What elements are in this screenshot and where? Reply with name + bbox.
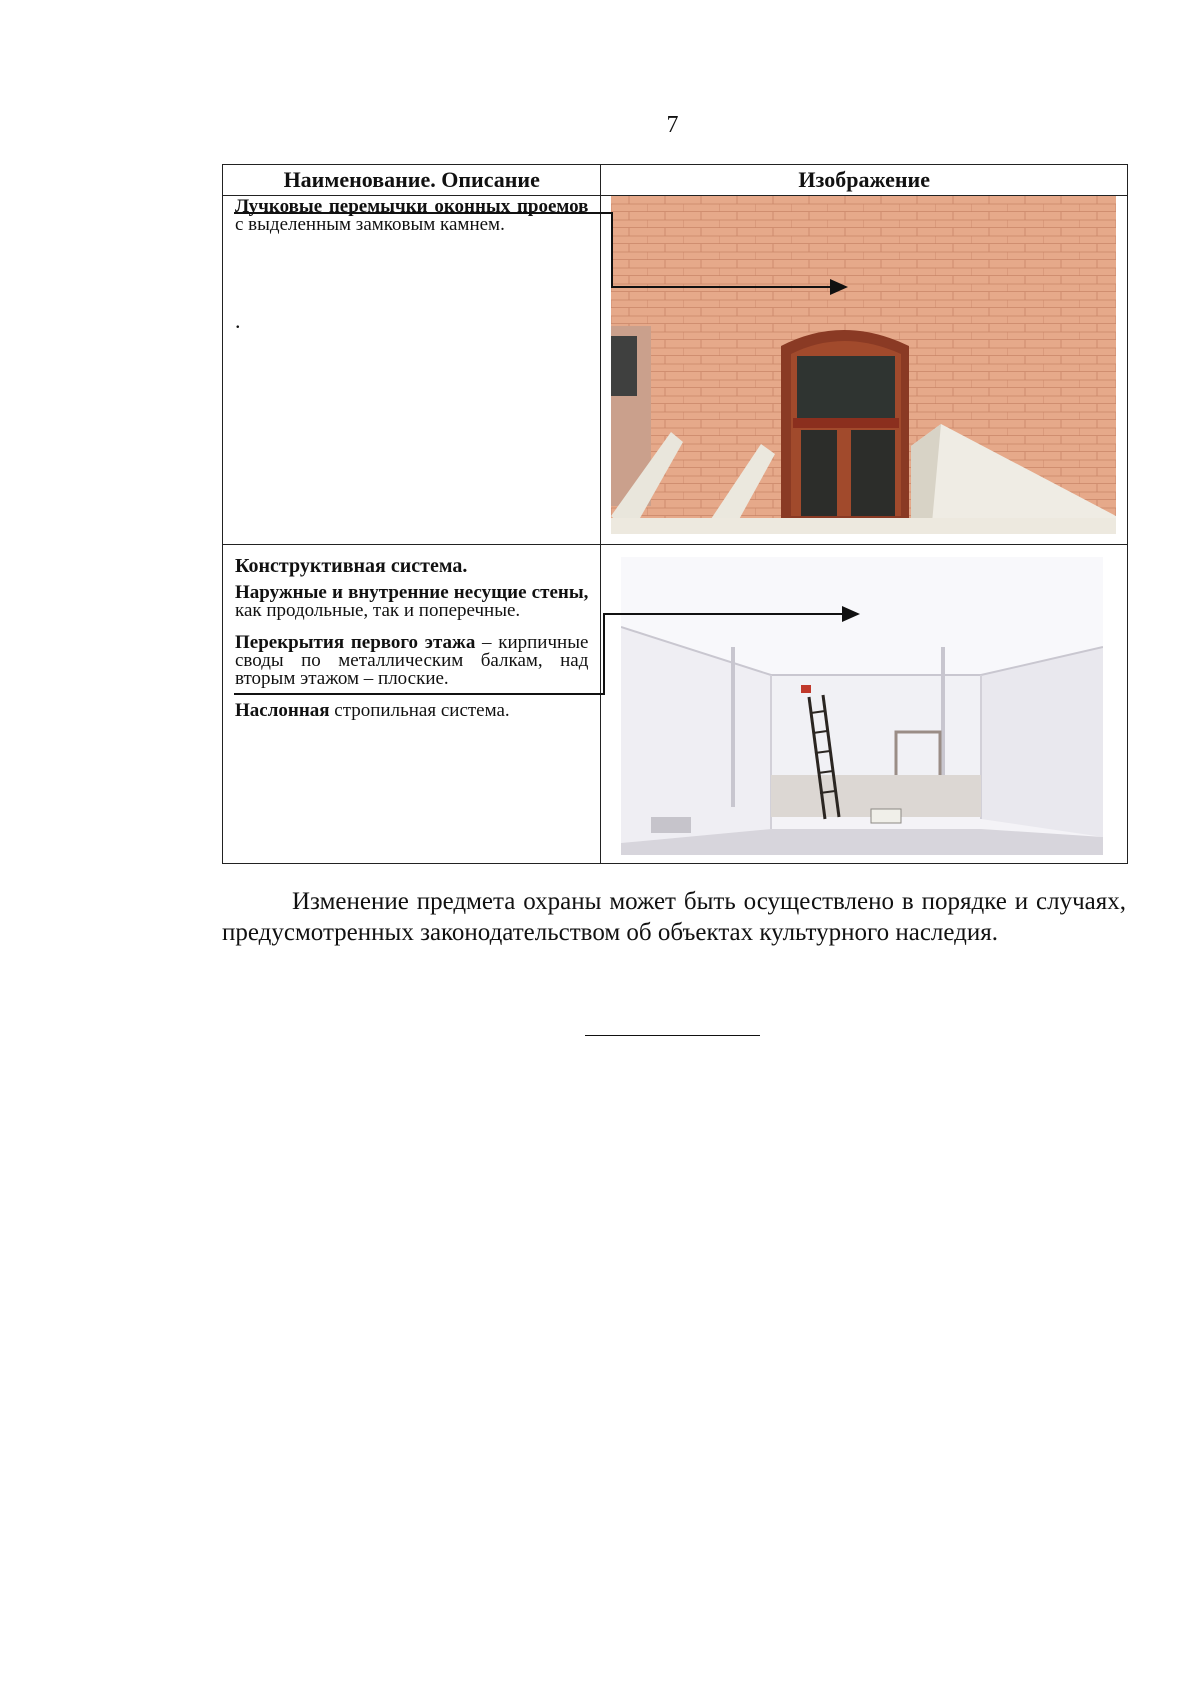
interior-room-photo xyxy=(621,557,1103,855)
table-header-row xyxy=(223,165,1128,196)
row2-item-roof-bold: Наслонная xyxy=(235,700,330,721)
row2-item-floors-bold: Перекрытия первого этажа xyxy=(235,632,476,653)
header-description: Наименование. Описание xyxy=(223,165,601,196)
row2-item-floors xyxy=(223,632,600,688)
row2-description-cell xyxy=(223,545,601,864)
row1-description xyxy=(223,196,600,234)
interior-room-illustration xyxy=(621,557,1103,855)
row1-title-underlined: Лучковые перемычки оконных xyxy=(235,196,511,217)
row1-image-cell xyxy=(601,196,1128,545)
closing-paragraph: Изменение предмета охраны может быть осуществлено в порядке и случаях, предусмотренных законодательством об объектах культурного наследия. xyxy=(222,888,1126,946)
row1-text: с выделенным замковым камнем. xyxy=(235,214,505,235)
row2-item-roof xyxy=(223,700,600,720)
row1-description-cell xyxy=(223,196,601,545)
row2-heading: Конструктивная система. xyxy=(235,555,468,577)
protected-items-table xyxy=(222,164,1128,864)
brick-window-photo xyxy=(611,196,1116,534)
row2-item-walls xyxy=(223,582,600,620)
page-number: 7 xyxy=(666,112,679,138)
header-image: Изображение xyxy=(601,165,1128,196)
row2-image-cell xyxy=(601,545,1128,864)
row2-item-floors-text: – кирпичные своды по металлическим балкам, над вторым этажом – плоские. xyxy=(235,632,589,689)
table-row xyxy=(223,196,1128,545)
row2-item-walls-text: как продольные, так и поперечные. xyxy=(235,600,521,621)
table-row xyxy=(223,545,1128,864)
row1-marker: . xyxy=(235,308,241,333)
row2-item-roof-text: стропильная система. xyxy=(329,700,510,721)
brick-window-illustration xyxy=(611,196,1116,534)
row2-item-walls-bold: Наружные и внутренние несущие стены, xyxy=(235,582,589,603)
end-rule xyxy=(585,1035,760,1036)
row1-title-rest: проемов xyxy=(516,196,589,217)
